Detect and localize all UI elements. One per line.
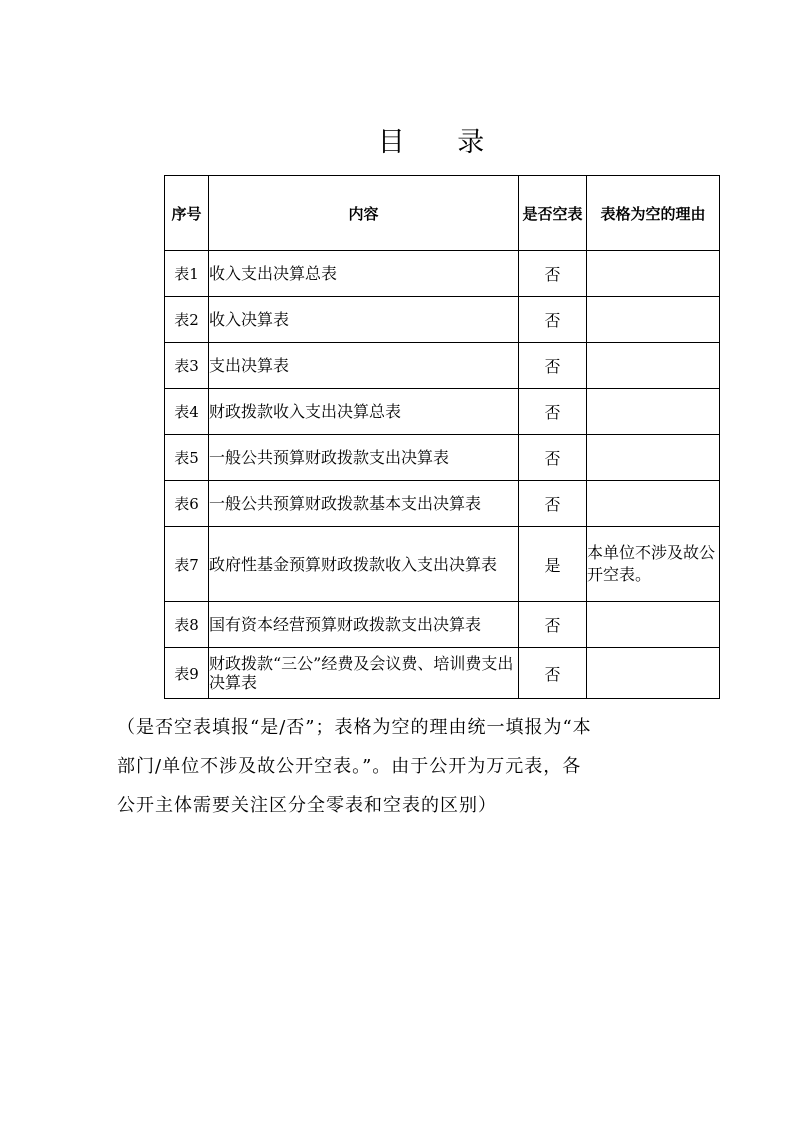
row-seq: 表8: [165, 602, 209, 648]
row-reason: [587, 251, 720, 297]
row-is-empty: 否: [519, 481, 587, 527]
row-reason: [587, 389, 720, 435]
row-reason: [587, 481, 720, 527]
footnote-line-3: 公开主体需要关注区分全零表和空表的区别）: [117, 795, 497, 816]
row-is-empty: 否: [519, 297, 587, 343]
row-reason: 本单位不涉及故公开空表。: [587, 527, 720, 602]
header-reason: 表格为空的理由: [587, 176, 720, 251]
table-row: [165, 648, 720, 699]
header-seq: 序号: [165, 176, 209, 251]
row-reason: [587, 343, 720, 389]
table-row: [165, 251, 720, 297]
row-content: 财政拨款“三公”经费及会议费、培训费支出决算表: [209, 648, 519, 699]
row-seq: 表2: [165, 297, 209, 343]
row-content: 一般公共预算财政拨款基本支出决算表: [209, 481, 519, 527]
table-row: [165, 435, 720, 481]
row-reason: [587, 602, 720, 648]
row-is-empty: 否: [519, 648, 587, 699]
footnote-line-1: （是否空表填报“是/否”；表格为空的理由统一填报为“本: [117, 717, 592, 738]
table-row: [165, 297, 720, 343]
footnote-line-2: 部门/单位不涉及故公开空表。”。由于公开为万元表，各: [117, 756, 582, 777]
row-seq: 表9: [165, 648, 209, 699]
footnote: [117, 708, 687, 825]
page-title: 目 录: [377, 127, 507, 158]
header-is-empty: 是否空表: [519, 176, 587, 251]
row-content: 政府性基金预算财政拨款收入支出决算表: [209, 527, 519, 602]
row-seq: 表3: [165, 343, 209, 389]
row-is-empty: 否: [519, 389, 587, 435]
row-seq: 表4: [165, 389, 209, 435]
row-is-empty: 否: [519, 435, 587, 481]
table-row: [165, 527, 720, 602]
row-seq: 表5: [165, 435, 209, 481]
row-content: 国有资本经营预算财政拨款支出决算表: [209, 602, 519, 648]
table-row: [165, 481, 720, 527]
table-header-row: [165, 176, 720, 251]
row-seq: 表1: [165, 251, 209, 297]
row-content: 收入决算表: [209, 297, 519, 343]
table-row: [165, 602, 720, 648]
row-content: 财政拨款收入支出决算总表: [209, 389, 519, 435]
row-content: 支出决算表: [209, 343, 519, 389]
row-reason: [587, 297, 720, 343]
row-is-empty: 否: [519, 251, 587, 297]
row-content: 收入支出决算总表: [209, 251, 519, 297]
row-is-empty: 否: [519, 602, 587, 648]
table-row: [165, 343, 720, 389]
row-seq: 表7: [165, 527, 209, 602]
catalog-table: [164, 175, 720, 699]
row-is-empty: 否: [519, 343, 587, 389]
row-content: 一般公共预算财政拨款支出决算表: [209, 435, 519, 481]
row-seq: 表6: [165, 481, 209, 527]
header-content: 内容: [209, 176, 519, 251]
row-is-empty: 是: [519, 527, 587, 602]
row-reason: [587, 648, 720, 699]
row-reason: [587, 435, 720, 481]
table-row: [165, 389, 720, 435]
